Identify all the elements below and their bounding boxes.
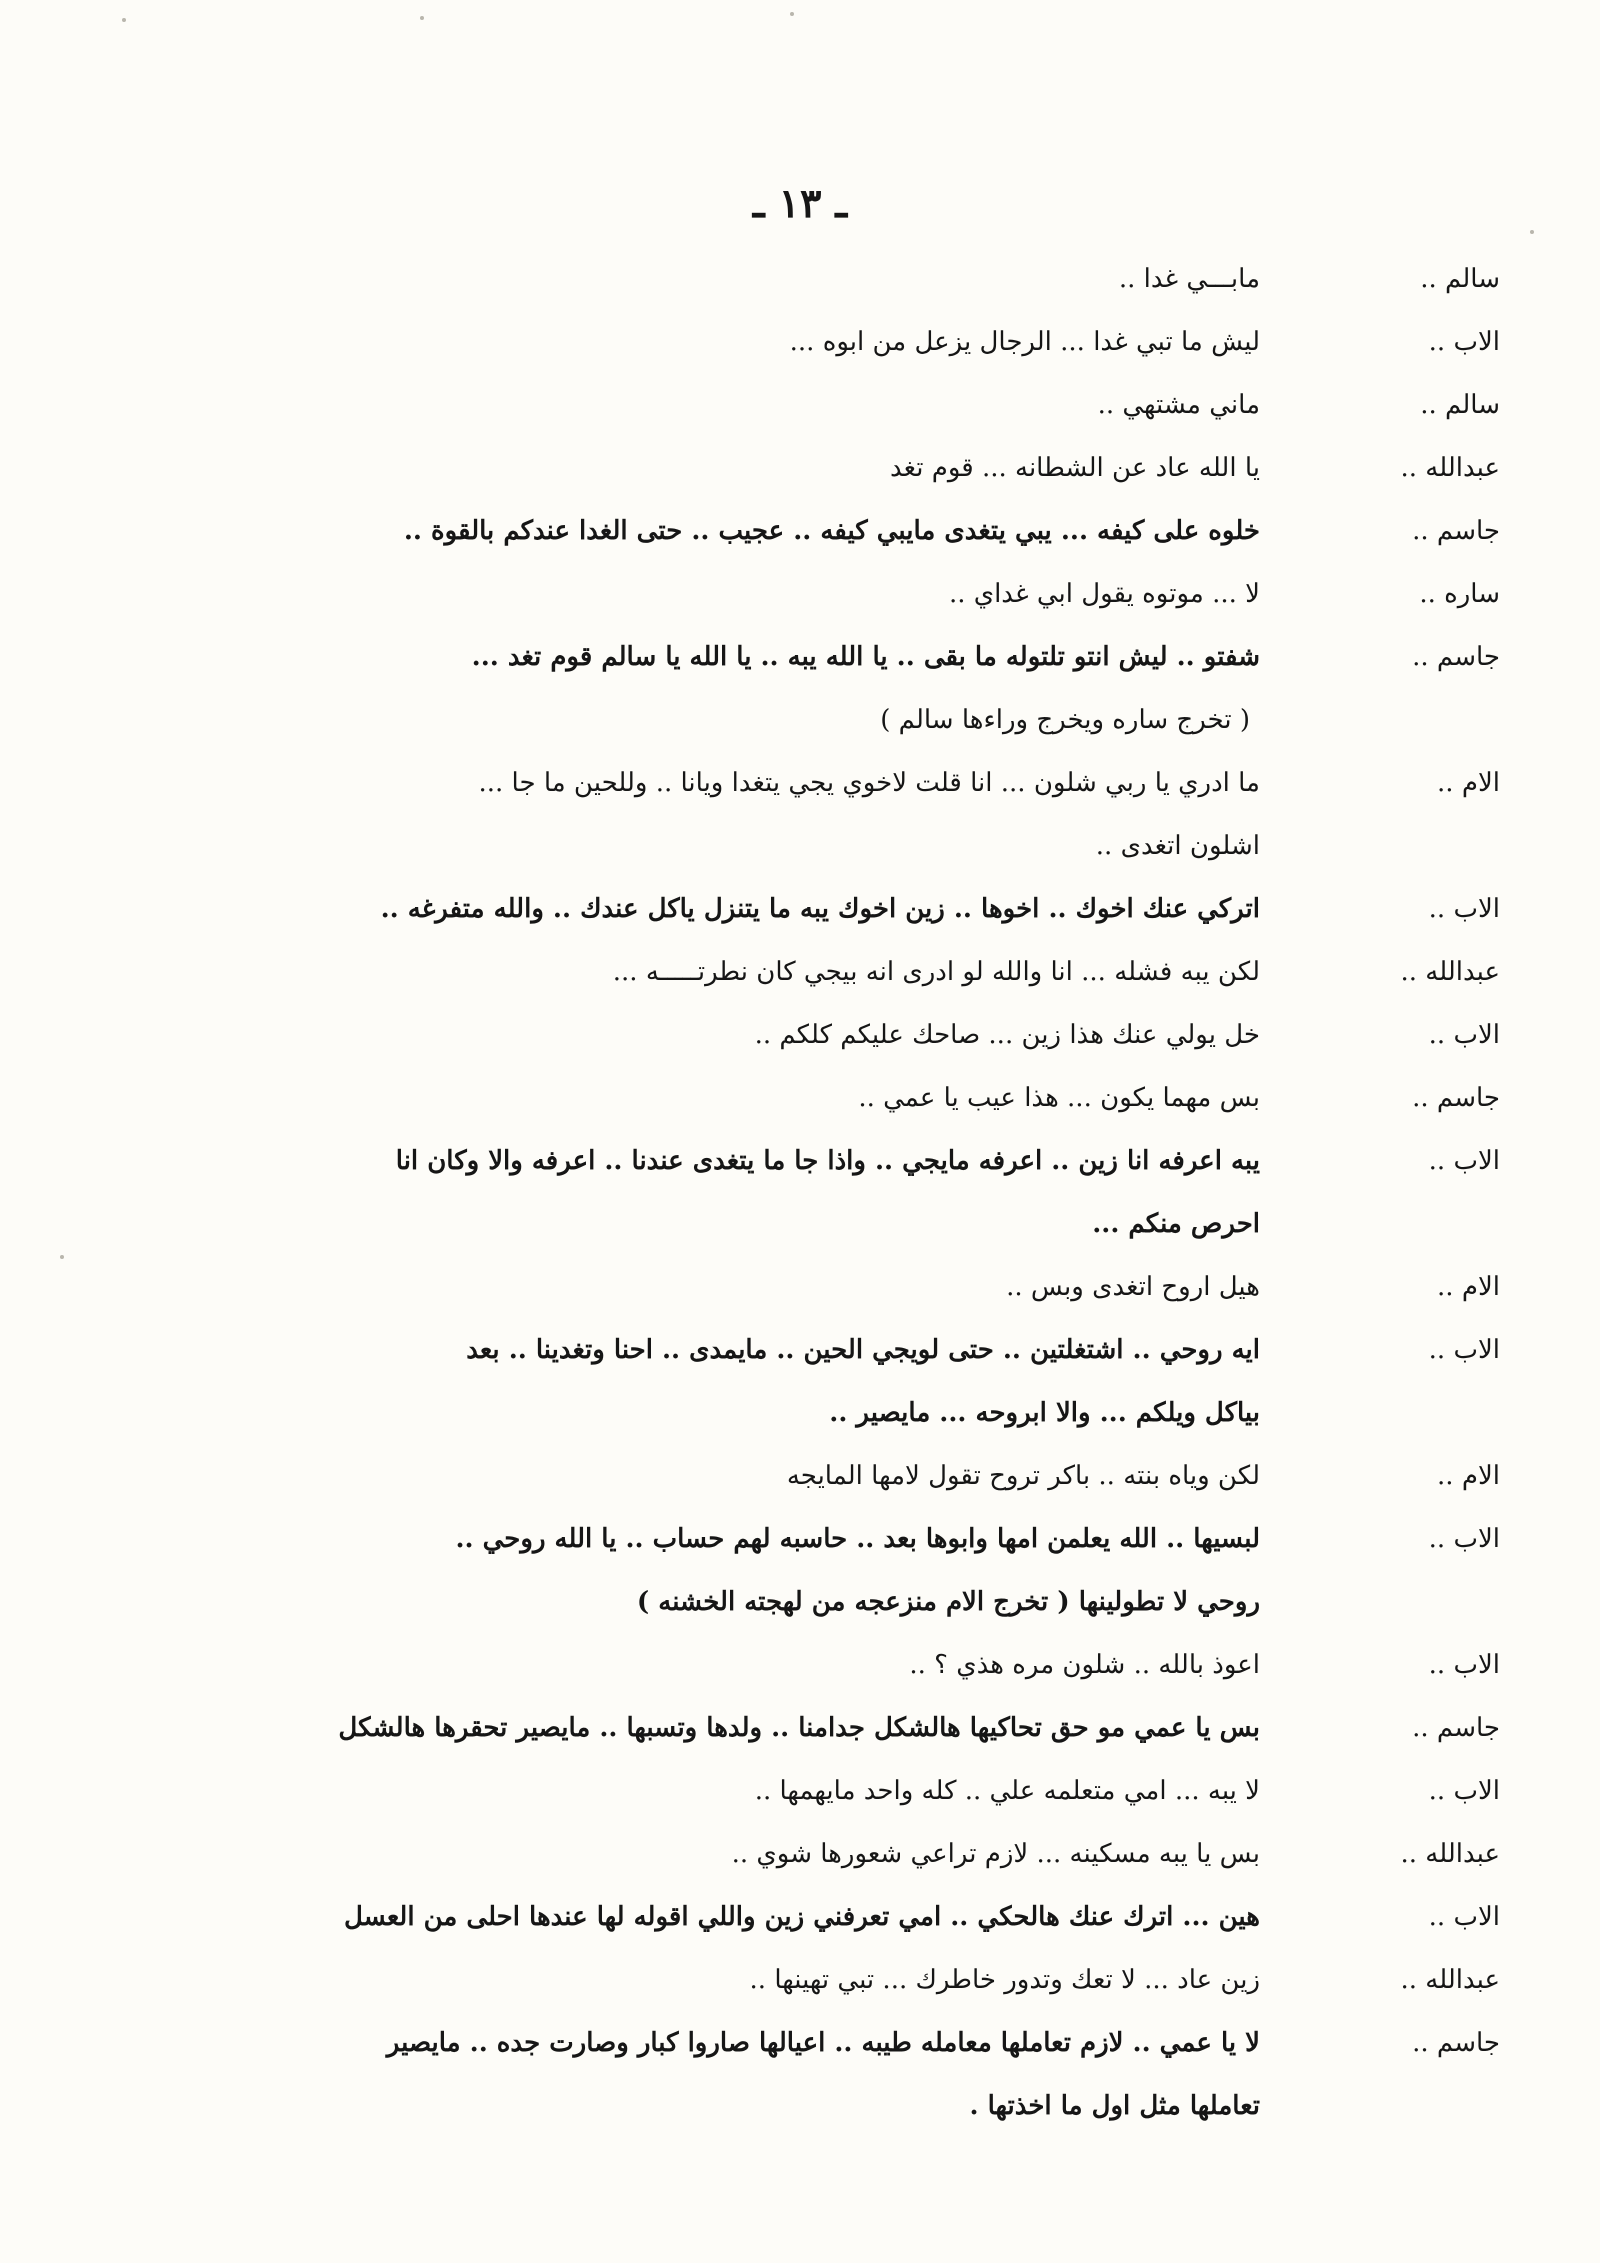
dialogue-row bbox=[80, 437, 1500, 500]
dialogue-line: زين عاد ... لا تعك وتدور خاطرك ... تبي تهينها .. bbox=[749, 1965, 1260, 1995]
dialogue-row bbox=[80, 878, 1500, 941]
dialogue-line: خلوه على كيفه ... يبي يتغدى مايبي كيفه .. عجيب .. حتى الغدا عندكم بالقوة .. bbox=[403, 516, 1260, 546]
speaker-name: الاب .. bbox=[1428, 1524, 1500, 1554]
dialogue-text bbox=[80, 563, 1350, 626]
speaker-name: الاب .. bbox=[1428, 1020, 1500, 1050]
speaker-name: الاب .. bbox=[1428, 1146, 1500, 1176]
dialogue-line: ماني مشتهي .. bbox=[1097, 390, 1260, 420]
dialogue-text bbox=[80, 1256, 1350, 1319]
dialogue-text bbox=[80, 1067, 1350, 1130]
dialogue-text bbox=[80, 1130, 1350, 1256]
dialogue-row bbox=[80, 1130, 1500, 1256]
dialogue-text bbox=[80, 1823, 1350, 1886]
dialogue-row bbox=[80, 1508, 1500, 1634]
dialogue-line: بس يا عمي مو حق تحاكيها هالشكل جدامنا .. ولدها وتسبها .. مايصير تحقرها هالشكل bbox=[338, 1713, 1260, 1743]
speaker-name: الام .. bbox=[1437, 768, 1500, 798]
dialogue-row bbox=[80, 1004, 1500, 1067]
speaker-name: عبدالله .. bbox=[1400, 957, 1500, 987]
stage-direction bbox=[80, 689, 1500, 752]
dialogue-line: لبسيها .. الله يعلمن امها وابوها بعد .. حاسبه لهم حساب .. يا الله روحي .. bbox=[455, 1524, 1260, 1554]
dialogue-row bbox=[80, 626, 1500, 689]
scan-speck bbox=[122, 18, 126, 22]
dialogue-line: بس يا يبه مسكينه ... لازم تراعي شعورها شوي .. bbox=[731, 1839, 1260, 1869]
dialogue-line: ( تخرج ساره ويخرج وراءها سالم ) bbox=[880, 705, 1250, 735]
scan-speck bbox=[1530, 230, 1534, 234]
dialogue-text bbox=[80, 374, 1350, 437]
speaker-name: الاب .. bbox=[1428, 1650, 1500, 1680]
dialogue-row bbox=[80, 1319, 1500, 1445]
speaker-name: جاسم .. bbox=[1412, 1083, 1500, 1113]
speaker-name: الاب .. bbox=[1428, 1335, 1500, 1365]
dialogue-row bbox=[80, 1067, 1500, 1130]
dialogue-text bbox=[80, 1004, 1350, 1067]
speaker-name: الاب .. bbox=[1428, 894, 1500, 924]
dialogue-text bbox=[80, 1508, 1350, 1634]
dialogue-line: ما ادري يا ربي شلون ... انا قلت لاخوي يجي يتغدا ويانا .. وللحين ما جا ... bbox=[478, 768, 1260, 798]
dialogue-text bbox=[80, 437, 1350, 500]
speaker-name: الاب .. bbox=[1428, 1902, 1500, 1932]
dialogue-row bbox=[80, 2012, 1500, 2138]
speaker-name: جاسم .. bbox=[1412, 642, 1500, 672]
scan-speck bbox=[60, 1255, 64, 1259]
speaker-name: الاب .. bbox=[1428, 1776, 1500, 1806]
dialogue-row bbox=[80, 1886, 1500, 1949]
dialogue-text bbox=[80, 1319, 1350, 1445]
speaker-name: جاسم .. bbox=[1412, 516, 1500, 546]
dialogue-row bbox=[80, 941, 1500, 1004]
dialogue-line: هين ... اترك عنك هالحكي .. امي تعرفني زين واللي اقوله لها عندها احلى من العسل bbox=[344, 1902, 1260, 1932]
dialogue-line: لا يا عمي .. لازم تعاملها معامله طيبه .. اعيالها صاروا كبار وصارت جده .. مايصير bbox=[386, 2028, 1260, 2058]
dialogue-line: بياكل ويلكم ... والا ابروحه ... مايصير .. bbox=[829, 1398, 1260, 1428]
dialogue-text bbox=[80, 1697, 1350, 1760]
dialogue-row bbox=[80, 752, 1500, 878]
speaker-name: ساره .. bbox=[1419, 579, 1500, 609]
dialogue-row bbox=[80, 1760, 1500, 1823]
dialogue-text bbox=[80, 1445, 1350, 1508]
dialogue-row bbox=[80, 1256, 1500, 1319]
dialogue-text bbox=[80, 311, 1350, 374]
page-number: ـ ١٣ ـ bbox=[752, 180, 848, 227]
dialogue-text bbox=[80, 752, 1350, 878]
dialogue-text bbox=[80, 689, 1350, 752]
dialogue-text bbox=[80, 878, 1350, 941]
speaker-name: عبدالله .. bbox=[1400, 453, 1500, 483]
speaker-name: سالم .. bbox=[1420, 264, 1500, 294]
dialogue-text bbox=[80, 941, 1350, 1004]
dialogue-line: بس مهما يكون ... هذا عيب يا عمي .. bbox=[858, 1083, 1260, 1113]
dialogue-row bbox=[80, 500, 1500, 563]
scan-speck bbox=[790, 12, 794, 16]
dialogue-row bbox=[80, 1949, 1500, 2012]
dialogue-line: اشلون اتغدى .. bbox=[1095, 831, 1260, 861]
speaker-name: جاسم .. bbox=[1412, 2028, 1500, 2058]
dialogue-row bbox=[80, 248, 1500, 311]
dialogue-text bbox=[80, 1949, 1350, 2012]
dialogue-text bbox=[80, 500, 1350, 563]
dialogue-line: يبه اعرفه انا زين .. اعرفه مايجي .. واذا جا ما يتغدى عندنا .. اعرفه والا وكان انا bbox=[395, 1146, 1260, 1176]
dialogue-line: لا ... موتوه يقول ابي غداي .. bbox=[948, 579, 1260, 609]
dialogue-line: لكن يبه فشله ... انا والله لو ادرى انه بيجي كان نطرتـــــه ... bbox=[612, 957, 1260, 987]
dialogue-line: اتركي عنك اخوك .. اخوها .. زين اخوك يبه ما يتنزل ياكل عندك .. والله متفرغه .. bbox=[380, 894, 1260, 924]
dialogue-line: ايه روحي .. اشتغلتين .. حتى لويجي الحين .. مايمدى .. احنا وتغدينا .. بعد bbox=[466, 1335, 1260, 1365]
dialogue-line: ليش ما تبي غدا ... الرجال يزعل من ابوه ... bbox=[789, 327, 1260, 357]
dialogue-text bbox=[80, 1634, 1350, 1697]
speaker-name: عبدالله .. bbox=[1400, 1965, 1500, 1995]
dialogue-line: احرص منكم ... bbox=[1092, 1209, 1260, 1239]
dialogue-text bbox=[80, 1886, 1350, 1949]
dialogue-text bbox=[80, 248, 1350, 311]
dialogue-line: لا يبه ... امي متعلمه علي .. كله واحد مايهمها .. bbox=[754, 1776, 1260, 1806]
dialogue-row bbox=[80, 1445, 1500, 1508]
dialogue-line: خل يولي عنك هذا زين ... صاحك عليكم كلكم .. bbox=[754, 1020, 1260, 1050]
speaker-name: الام .. bbox=[1437, 1461, 1500, 1491]
dialogue-line: اعوذ بالله .. شلون مره هذي ؟ .. bbox=[909, 1650, 1260, 1680]
dialogue-line: لكن وياه بنته .. باكر تروح تقول لامها المايجه bbox=[786, 1461, 1260, 1491]
dialogue-row bbox=[80, 311, 1500, 374]
dialogue-line: مابـــي غدا .. bbox=[1118, 264, 1260, 294]
dialogue-text bbox=[80, 2012, 1350, 2138]
speaker-name: عبدالله .. bbox=[1400, 1839, 1500, 1869]
speaker-name: سالم .. bbox=[1420, 390, 1500, 420]
script-dialogue bbox=[80, 248, 1500, 2138]
dialogue-row bbox=[80, 374, 1500, 437]
dialogue-row bbox=[80, 1697, 1500, 1760]
scan-speck bbox=[420, 16, 424, 20]
speaker-name: الاب .. bbox=[1428, 327, 1500, 357]
dialogue-line: روحي لا تطولينها ( تخرج الام منزعجه من لهجته الخشنه ) bbox=[636, 1587, 1260, 1617]
dialogue-text bbox=[80, 626, 1350, 689]
dialogue-line: هيل اروح اتغدى وبس .. bbox=[1006, 1272, 1260, 1302]
dialogue-row bbox=[80, 563, 1500, 626]
speaker-name: جاسم .. bbox=[1412, 1713, 1500, 1743]
dialogue-line: يا الله عاد عن الشطانه ... قوم تغد bbox=[890, 453, 1260, 483]
dialogue-line: شفتو .. ليش انتو تلتوله ما بقى .. يا الله يبه .. يا الله يا سالم قوم تغد ... bbox=[471, 642, 1260, 672]
dialogue-line: تعاملها مثل اول ما اخذتها . bbox=[969, 2091, 1260, 2121]
dialogue-row bbox=[80, 1634, 1500, 1697]
dialogue-text bbox=[80, 1760, 1350, 1823]
dialogue-row bbox=[80, 1823, 1500, 1886]
speaker-name: الام .. bbox=[1437, 1272, 1500, 1302]
